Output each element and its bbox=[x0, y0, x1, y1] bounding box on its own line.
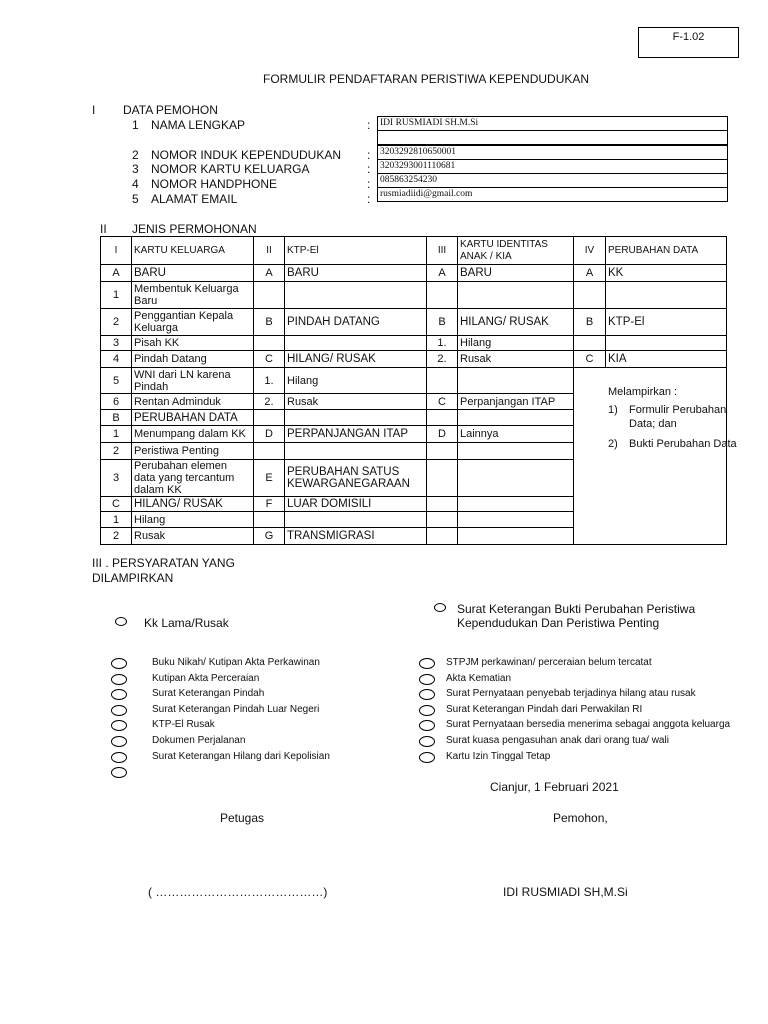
colon: : bbox=[367, 177, 371, 191]
row-label: Hilang bbox=[285, 368, 427, 394]
field-label-kk: NOMOR KARTU KELUARGA bbox=[151, 162, 310, 176]
col-num: I bbox=[101, 237, 132, 265]
row-marker: 4 bbox=[101, 351, 132, 368]
col-header-kk: KARTU KELUARGA bbox=[132, 237, 254, 265]
section1-num: I bbox=[92, 103, 96, 117]
left-requirement-checkbox[interactable] bbox=[111, 720, 127, 731]
row-label: BARU bbox=[458, 265, 574, 282]
table-row bbox=[101, 351, 727, 368]
colon: : bbox=[367, 118, 371, 132]
form-code-box bbox=[638, 27, 739, 58]
attach-item-1-line2: Data; dan bbox=[629, 418, 677, 430]
field-label-nik: NOMOR INDUK KEPENDUDUKAN bbox=[151, 148, 342, 162]
attach-item-1-line1: Formulir Perubahan bbox=[629, 404, 727, 416]
petugas-label: Petugas bbox=[220, 811, 265, 825]
row-label bbox=[285, 282, 427, 309]
left-requirement-label: Surat Keterangan Pindah Luar Negeri bbox=[152, 703, 320, 715]
row-marker bbox=[427, 368, 458, 394]
row-label: Perubahan elemen data yang tercantum dalam KK bbox=[132, 460, 254, 497]
col-header-kia bbox=[458, 237, 574, 265]
row-marker: B bbox=[574, 309, 606, 336]
right-requirement-label: Surat Pernyataan bersedia menerima sebagai anggota keluarga bbox=[446, 719, 731, 731]
left-requirement-checkbox[interactable] bbox=[111, 752, 127, 763]
row-marker bbox=[574, 336, 606, 351]
section2-heading: JENIS PERMOHONAN bbox=[132, 222, 257, 236]
row-marker bbox=[427, 282, 458, 309]
row-label: Menumpang dalam KK bbox=[132, 426, 254, 443]
right-requirement-label: Surat Pernyataan penyebab terjadinya hilang atau rusak bbox=[446, 688, 696, 700]
left-requirement-checkbox[interactable] bbox=[111, 674, 127, 685]
left-requirement-label: Surat Keterangan Hilang dari Kepolisian bbox=[152, 750, 330, 762]
row-marker: 1 bbox=[101, 282, 132, 309]
right-requirement-label: STPJM perkawinan/ perceraian belum tercatat bbox=[446, 657, 652, 668]
row-marker: 2 bbox=[101, 528, 132, 545]
left-requirement-checkbox[interactable] bbox=[111, 767, 127, 778]
attach-num: 1) bbox=[608, 404, 618, 416]
row-marker bbox=[427, 443, 458, 460]
field-num: 5 bbox=[132, 192, 139, 206]
table-row bbox=[101, 265, 727, 282]
row-marker: 1 bbox=[101, 512, 132, 528]
email-value: rusmiadiidi@gmail.com bbox=[380, 189, 473, 199]
row-label: Lainnya bbox=[458, 426, 574, 443]
row-marker: 3 bbox=[101, 336, 132, 351]
row-label: PINDAH DATANG bbox=[285, 309, 427, 336]
row-label: PERUBAHAN SATUS KEWARGANEGARAAN bbox=[285, 460, 427, 497]
row-label: PERUBAHAN DATA bbox=[132, 410, 254, 426]
row-label: Peristiwa Penting bbox=[132, 443, 254, 460]
row-marker: C bbox=[101, 497, 132, 512]
row-label bbox=[458, 528, 574, 545]
right-requirement-checkbox[interactable] bbox=[419, 658, 435, 669]
row-label bbox=[285, 512, 427, 528]
kk-field[interactable] bbox=[377, 159, 728, 174]
right-requirement-label: Kartu Izin Tinggal Tetap bbox=[446, 750, 551, 762]
row-label bbox=[458, 410, 574, 426]
row-marker bbox=[574, 282, 606, 309]
colon: : bbox=[367, 148, 371, 162]
nik-value: 3203292810650001 bbox=[380, 147, 456, 157]
col-header-kia-line1: KARTU IDENTITAS bbox=[460, 238, 548, 250]
phone-value: 085863254230 bbox=[380, 175, 437, 185]
right-requirement-label: Akta Kematian bbox=[446, 672, 512, 684]
row-label: Perpanjangan ITAP bbox=[458, 394, 574, 410]
col-header-kia-line2: ANAK / KIA bbox=[460, 250, 512, 262]
name-field-extra[interactable] bbox=[377, 130, 728, 145]
row-marker: 5 bbox=[101, 368, 132, 394]
section3-heading-1: III . PERSYARATAN YANG bbox=[92, 556, 235, 570]
row-marker: C bbox=[254, 351, 285, 368]
row-marker: A bbox=[101, 265, 132, 282]
petugas-name: ( ……………………………………) bbox=[148, 885, 328, 899]
row-label: HILANG/ RUSAK bbox=[458, 309, 574, 336]
row-label bbox=[458, 460, 574, 497]
row-marker: A bbox=[427, 265, 458, 282]
row-marker bbox=[254, 410, 285, 426]
row-marker: B bbox=[254, 309, 285, 336]
row-label: BARU bbox=[132, 265, 254, 282]
row-label bbox=[458, 282, 574, 309]
table-row bbox=[101, 282, 727, 309]
row-label: BARU bbox=[285, 265, 427, 282]
row-label: HILANG/ RUSAK bbox=[285, 351, 427, 368]
row-marker: 6 bbox=[101, 394, 132, 410]
row-marker bbox=[427, 410, 458, 426]
row-marker: 2 bbox=[101, 309, 132, 336]
row-label bbox=[285, 443, 427, 460]
row-label bbox=[458, 368, 574, 394]
kk-lama-checkbox[interactable] bbox=[115, 617, 127, 626]
right-requirement-checkbox[interactable] bbox=[419, 674, 435, 685]
row-marker: A bbox=[254, 265, 285, 282]
field-label-name: NAMA LENGKAP bbox=[151, 118, 246, 132]
row-marker: 2 bbox=[101, 443, 132, 460]
row-marker: 3 bbox=[101, 460, 132, 497]
row-label: Rusak bbox=[458, 351, 574, 368]
row-label bbox=[285, 410, 427, 426]
right-requirement-checkbox[interactable] bbox=[419, 720, 435, 731]
kk-value: 3203293001110681 bbox=[380, 161, 456, 171]
field-num: 2 bbox=[132, 148, 139, 162]
row-label bbox=[606, 336, 727, 351]
left-requirement-label: KTP-El Rusak bbox=[152, 719, 215, 731]
row-marker: D bbox=[427, 426, 458, 443]
right-requirement-label: Surat kuasa pengasuhan anak dari orang tua/ wali bbox=[446, 735, 669, 746]
place-date: Cianjur, 1 Februari 2021 bbox=[490, 780, 619, 794]
attach-item-2-line1: Bukti Perubahan Data bbox=[629, 438, 737, 450]
col-header-perubahan: PERUBAHAN DATA bbox=[606, 237, 727, 265]
row-label bbox=[458, 443, 574, 460]
table-header-row bbox=[101, 237, 727, 265]
row-label: Rusak bbox=[285, 394, 427, 410]
right-requirement-checkbox[interactable] bbox=[419, 752, 435, 763]
left-requirement-checkbox[interactable] bbox=[111, 705, 127, 716]
table-row bbox=[101, 336, 727, 351]
left-requirement-label: Buku Nikah/ Kutipan Akta Perkawinan bbox=[152, 657, 320, 668]
row-label: KK bbox=[606, 265, 727, 282]
attach-num: 2) bbox=[608, 438, 618, 450]
left-requirement-label: Surat Keterangan Pindah bbox=[152, 688, 265, 700]
row-label bbox=[458, 512, 574, 528]
left-requirement-checkbox[interactable] bbox=[111, 658, 127, 669]
surat-bukti-line2: Kependudukan Dan Peristiwa Penting bbox=[457, 616, 660, 630]
row-label bbox=[285, 336, 427, 351]
row-label bbox=[458, 497, 574, 512]
field-num: 4 bbox=[132, 177, 139, 191]
field-label-email: ALAMAT EMAIL bbox=[151, 192, 238, 206]
row-marker: B bbox=[427, 309, 458, 336]
row-marker bbox=[254, 443, 285, 460]
colon: : bbox=[367, 162, 371, 176]
surat-bukti-checkbox[interactable] bbox=[434, 603, 446, 612]
right-requirement-checkbox[interactable] bbox=[419, 689, 435, 700]
left-requirement-checkbox[interactable] bbox=[111, 736, 127, 747]
left-requirement-label: Kutipan Akta Perceraian bbox=[152, 672, 260, 684]
colon: : bbox=[367, 192, 371, 206]
name-field[interactable] bbox=[377, 116, 728, 131]
row-label: WNI dari LN karena Pindah bbox=[132, 368, 254, 394]
row-marker: 1. bbox=[254, 368, 285, 394]
row-label: Membentuk Keluarga Baru bbox=[132, 282, 254, 309]
row-label: KTP-El bbox=[606, 309, 727, 336]
col-num: III bbox=[427, 237, 458, 265]
row-marker bbox=[254, 336, 285, 351]
row-marker: E bbox=[254, 460, 285, 497]
row-marker: C bbox=[574, 351, 606, 368]
row-marker: 1. bbox=[427, 336, 458, 351]
row-label: Hilang bbox=[458, 336, 574, 351]
right-requirement-checkbox[interactable] bbox=[419, 705, 435, 716]
row-marker: 2. bbox=[254, 394, 285, 410]
row-marker: B bbox=[101, 410, 132, 426]
row-label: Rusak bbox=[132, 528, 254, 545]
phone-field[interactable] bbox=[377, 173, 728, 188]
section3-heading-2: DILAMPIRKAN bbox=[92, 571, 174, 585]
section1-heading: DATA PEMOHON bbox=[123, 103, 218, 117]
row-label: Pindah Datang bbox=[132, 351, 254, 368]
field-num: 3 bbox=[132, 162, 139, 176]
col-header-ktp: KTP-El bbox=[285, 237, 427, 265]
row-marker bbox=[427, 497, 458, 512]
row-marker bbox=[254, 282, 285, 309]
row-label: Pisah KK bbox=[132, 336, 254, 351]
row-label: Hilang bbox=[132, 512, 254, 528]
section2-num: II bbox=[100, 222, 107, 236]
row-label: Penggantian Kepala Keluarga bbox=[132, 309, 254, 336]
table-row bbox=[101, 309, 727, 336]
row-label: TRANSMIGRASI bbox=[285, 528, 427, 545]
row-marker: F bbox=[254, 497, 285, 512]
row-label: PERPANJANGAN ITAP bbox=[285, 426, 427, 443]
row-label: HILANG/ RUSAK bbox=[132, 497, 254, 512]
row-marker: A bbox=[574, 265, 606, 282]
pemohon-label: Pemohon, bbox=[553, 811, 608, 825]
row-label: KIA bbox=[606, 351, 727, 368]
row-marker: G bbox=[254, 528, 285, 545]
row-marker bbox=[427, 528, 458, 545]
right-requirement-label: Surat Keterangan Pindah dari Perwakilan RI bbox=[446, 703, 643, 715]
col-num: II bbox=[254, 237, 285, 265]
attach-label: Melampirkan : bbox=[608, 386, 678, 398]
row-marker bbox=[427, 460, 458, 497]
left-requirement-label: Dokumen Perjalanan bbox=[152, 735, 246, 746]
row-label bbox=[606, 282, 727, 309]
row-marker: C bbox=[427, 394, 458, 410]
field-label-phone: NOMOR HANDPHONE bbox=[151, 177, 278, 191]
email-field[interactable] bbox=[377, 187, 728, 202]
form-title: FORMULIR PENDAFTARAN PERISTIWA KEPENDUDUKAN bbox=[263, 72, 590, 86]
nik-field[interactable] bbox=[377, 145, 728, 160]
right-requirement-checkbox[interactable] bbox=[419, 736, 435, 747]
surat-bukti-line1: Surat Keterangan Bukti Perubahan Peristiwa bbox=[457, 602, 696, 616]
col-num: IV bbox=[574, 237, 606, 265]
field-num: 1 bbox=[132, 118, 139, 132]
pemohon-name: IDI RUSMIADI SH,M.Si bbox=[503, 885, 628, 899]
left-requirement-checkbox[interactable] bbox=[111, 689, 127, 700]
row-marker: 1 bbox=[101, 426, 132, 443]
row-marker: 2. bbox=[427, 351, 458, 368]
name-value: IDI RUSMIADI SH.M.Si bbox=[380, 118, 479, 128]
row-marker: D bbox=[254, 426, 285, 443]
row-label: Rentan Adminduk bbox=[132, 394, 254, 410]
row-marker bbox=[254, 512, 285, 528]
form-code: F-1.02 bbox=[672, 31, 705, 43]
row-label: LUAR DOMISILI bbox=[285, 497, 427, 512]
kk-lama-label: Kk Lama/Rusak bbox=[144, 616, 229, 630]
row-marker bbox=[427, 512, 458, 528]
